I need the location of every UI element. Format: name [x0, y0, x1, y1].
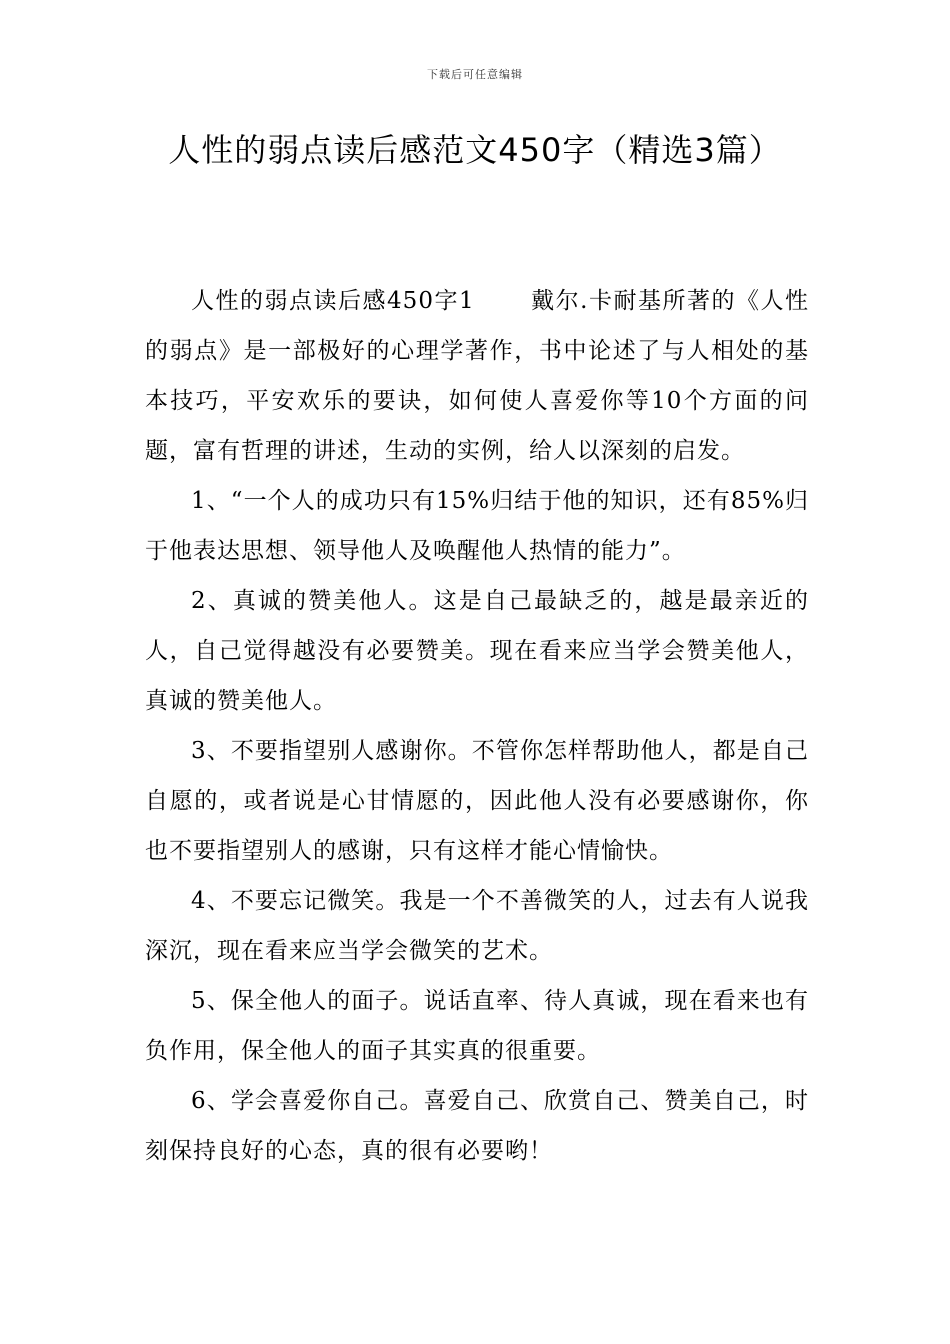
paragraph-text: 戴尔.卡耐基所著的《人性的弱点》是一部极好的心理学著作，书中论述了与人相处的基本技巧，平安欢乐的要诀，如何使人喜爱你等10个方面的问题，富有哲理的讲述，生动的实例，给人以深刻的启发。 — [145, 288, 809, 464]
document-body — [145, 276, 809, 1176]
paragraph-point-6: 6、学会喜爱你自己。喜爱自己、欣赏自己、赞美自己，时刻保持良好的心态，真的很有必要哟！ — [145, 1088, 809, 1164]
paragraph-intro — [145, 276, 809, 476]
paragraph-point-1: 1、“一个人的成功只有15%归结于他的知识，还有85%归于他表达思想、领导他人及唤醒他人热情的能力”。 — [145, 488, 809, 564]
paragraph-point-2: 2、真诚的赞美他人。这是自己最缺乏的，越是最亲近的人，自己觉得越没有必要赞美。现在看来应当学会赞美他人，真诚的赞美他人。 — [145, 588, 809, 714]
header-note: 下载后可任意编辑 — [427, 68, 523, 81]
section-heading: 人性的弱点读后感450字1 — [191, 288, 475, 314]
paragraph-point-3: 3、不要指望别人感谢你。不管你怎样帮助他人，都是自己自愿的，或者说是心甘情愿的，因此他人没有必要感谢你，你也不要指望别人的感谢，只有这样才能心情愉快。 — [145, 738, 809, 864]
paragraph-point-5: 5、保全他人的面子。说话直率、待人真诚，现在看来也有负作用，保全他人的面子其实真的很重要。 — [145, 988, 809, 1064]
paragraph-point-4: 4、不要忘记微笑。我是一个不善微笑的人，过去有人说我深沉，现在看来应当学会微笑的艺术。 — [145, 888, 809, 964]
document-title: 人性的弱点读后感范文450字（精选3篇） — [168, 131, 782, 169]
